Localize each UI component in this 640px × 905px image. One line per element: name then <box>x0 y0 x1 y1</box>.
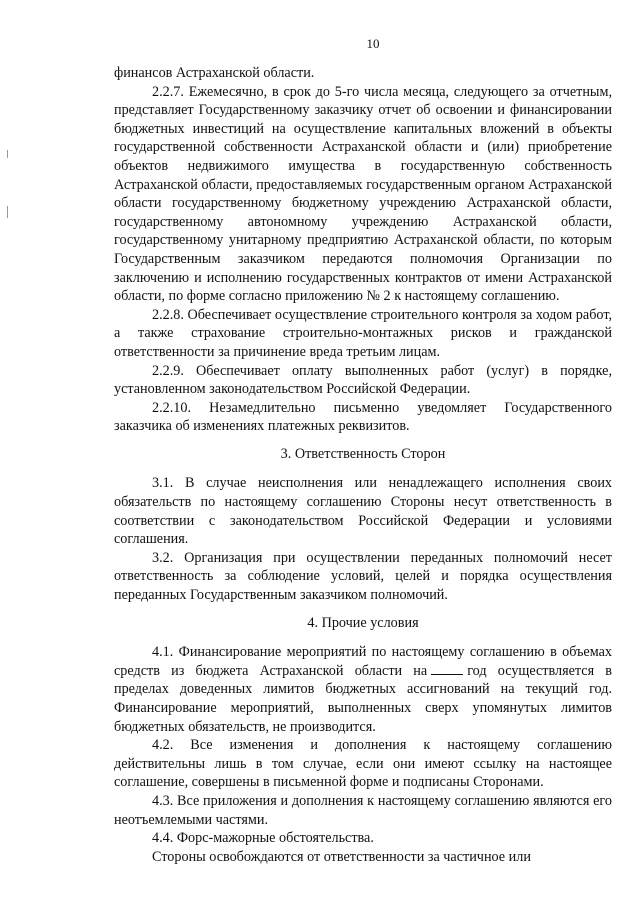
paragraph-2-2-9: 2.2.9. Обеспечивает оплату выполненных работ (услуг) в порядке, установленном законодательством Российской Федерации. <box>114 362 612 398</box>
paragraph-2-2-7: 2.2.7. Ежемесячно, в срок до 5-го числа месяца, следующего за отчетным, представляет Государственному заказчику отчет об освоении и финансировании бюджетных инвестиций на осуществление капитальных вложений в объекты государственной собственности Астраханской области и (или) приобретение объектов недвижимого имущества в государственную собственность Астраханской области, предоставляемых государственным органом Астраханской области государственному бюджетному учреждению Астраханской области, государственному автономному учреждению Астраханской области, государственному унитарному предприятию Астраханской области, по которым Государственным заказчиком передаются полномочия Организации по заключению и исполнению государственных контрактов от имени Астраханской области, по форме согласно приложению № 2 к настоящему соглашению. <box>114 83 612 305</box>
section-heading-3: 3. Ответственность Сторон <box>280 445 446 462</box>
paragraph-4-4-continued: Стороны освобождаются от ответственности за частичное или <box>152 848 531 865</box>
paragraph-4-4: 4.4. Форс-мажорные обстоятельства. <box>152 830 374 847</box>
paragraph-2-2-6-tail: финансов Астраханской области. <box>114 65 315 81</box>
paragraph-4-1 <box>114 643 612 736</box>
year-blank-line <box>431 662 463 675</box>
paragraph-2-2-8: 2.2.8. Обеспечивает осуществление строительного контроля за ходом работ, а также страхование строительно-монтажных рисков и гражданской ответственности за причинение вреда третьим лицам. <box>114 306 612 360</box>
paragraph-3-2: 3.2. Организация при осуществлении переданных полномочий несет ответственность за соблюдение условий, целей и порядка осуществления переданных Государственным заказчиком полномочий. <box>114 549 612 604</box>
scan-margin-mark <box>7 206 8 218</box>
paragraph-4-1-part-2: год осуществляется в пределах доведенных лимитов бюджетных ассигнований на текущий год. Финансирование мероприятий, выполненных сверх упомянутых лимитов бюджетных обязательств, не производится. <box>114 662 612 735</box>
paragraph-4-1-part-1: 4.1. Финансирование мероприятий по настоящему соглашению в объемах средств из бюджета Астраханской области на <box>114 644 612 679</box>
paragraph-2-2-10: 2.2.10. Незамедлительно письменно уведомляет Государственного заказчика об изменениях платежных реквизитов. <box>114 399 612 435</box>
paragraph-4-3: 4.3. Все приложения и дополнения к настоящему соглашению являются его неотъемлемыми частями. <box>114 792 612 828</box>
page-number: 10 <box>366 36 380 51</box>
paragraph-4-2: 4.2. Все изменения и дополнения к настоящему соглашению действительны лишь в том случае, если они имеют ссылку на настоящее соглашение, совершены в письменной форме и подписаны Сторонами. <box>114 737 612 791</box>
section-heading-4: 4. Прочие условия <box>307 614 419 631</box>
paragraph-3-1: 3.1. В случае неисполнения или ненадлежащего исполнения своих обязательств по настоящему соглашению Стороны несут ответственность в соответствии с законодательством Российской Федерации и условиями соглашения. <box>114 475 612 548</box>
scan-margin-mark <box>7 150 8 158</box>
